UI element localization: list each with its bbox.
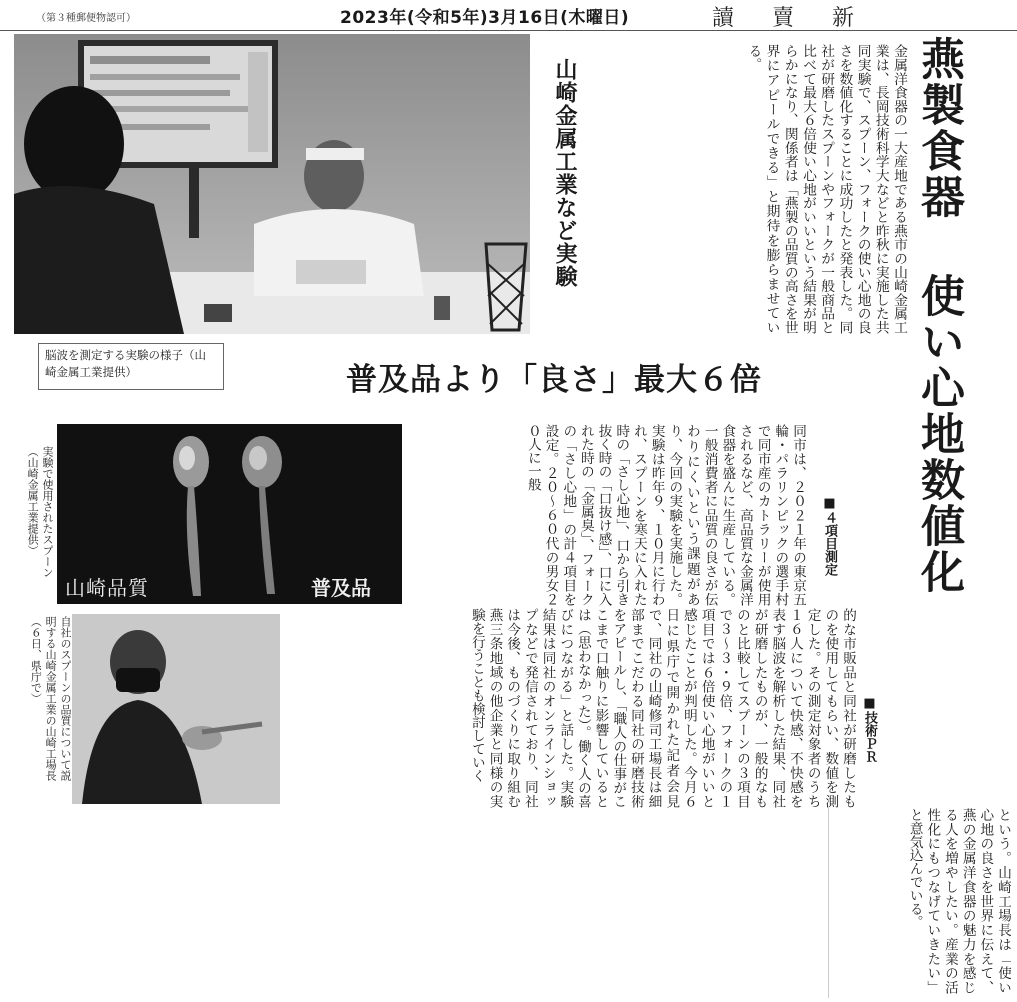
experiment-photo-caption-box: [38, 343, 224, 390]
experiment-photo-image: [14, 34, 530, 334]
newspaper-name: 讀 賣 新: [712, 6, 863, 31]
lead-paragraph: [618, 44, 908, 334]
experiment-photo: [14, 34, 530, 334]
president-photo-image: [72, 614, 280, 804]
article-body-b-text: 的な市販品と同社が研磨したものを使用してもらい、数値を測定した。その測定対象者のうち１６人について快感、不快感を表す脳波を解析した結果、同社が研磨したものが、一般的なものと比較してスプーンの３項目で３～３・９倍、フォークの１項目では６倍使い心地がいいと感じたことが判明した。今月６日に県庁で開かれた記者会見で、同社の山崎修司工場長は細部までこだわる同社の研磨技術をアピールし、「職人の仕事がここまで口触りに影響しているとは（思わなかった）。働く人の喜びにつながる」と話した。実験結果は同社のオンラインショップなどで発信されており、同社は今後、ものづくりに取り組む燕三条地域の他企業と同様の実験を行うことも検討していく: [468, 608, 856, 808]
spoon-label-generic: 普及品: [311, 576, 371, 600]
president-photo: [72, 614, 280, 804]
main-headline: 燕製食器 使い心地数値化: [913, 36, 964, 595]
spoon-photo: [57, 424, 402, 604]
sub-headline: 山崎金属工業など実験: [552, 58, 578, 288]
article-body-c-text: という。山崎工場長は「使い心地の良さを世界に伝えて、燕の金属洋食器の魅力を感じる人を増やしたい。産業の活性化にもつなげていきたい」と意気込んでいる。: [906, 808, 1011, 994]
lead-paragraph-text: 金属洋食器の一大産地である燕市の山崎金属工業は、長岡技術科学大などと昨秋に実施した共同実験で、スプーン、フォークの使い心地の良さを数値化することに成功したと発表した。同社が研磨したスプーンやフォークが一般商品と比べて最大６倍使い心地がいいという結果が明らかになり、関係者は「燕製の品質の高さを世界にアピールできる」と期待を膨らませている。: [745, 44, 907, 334]
spoon-photo-caption: 実験で使用されたスプーン（山崎金属工業提供）: [26, 446, 54, 578]
experiment-photo-caption: 脳波を測定する実験の様子（山崎金属工業提供）: [45, 348, 206, 380]
postal-notice: （第３種郵便物認可）: [36, 13, 136, 24]
spoon-label-yamazaki: 山崎品質: [65, 576, 149, 600]
banner-headline: 普及品より「良さ」最大６倍: [346, 362, 762, 398]
publication-date: 2023年(令和5年)3月16日(木曜日): [340, 8, 630, 28]
article-body-a-text: 同市は、２０２１年の東京五輪・パラリンピックの選手村で同市産のカトラリーが使用されるなど、高品質な金属洋食器を盛んに生産している。一般消費者に品質の良さが伝わりにくいという課題があり、今回の実験を実施した。実験は昨年９、１０月に行われ、スプーンを寒天に入れた時の「さし心地」、口から引き抜く時の「口抜け感」、口に入れた時の「金属臭」、フォークの「さし心地」の計４項目を設定。２０～６０代の男女２０人に一般: [524, 424, 806, 606]
article-body-a: [410, 424, 850, 606]
president-photo-caption: 自社のスプーンの品質について説明する山崎金属工業の山崎工場長（６日、県庁で）: [29, 616, 72, 781]
section-heading-technology: ■技術ＰＲ: [862, 696, 877, 763]
section-heading-measurement: ■４項目測定: [822, 496, 837, 576]
article-body-b: [296, 608, 896, 808]
article-body-c: [828, 808, 1014, 998]
header-bar: [0, 0, 1017, 31]
